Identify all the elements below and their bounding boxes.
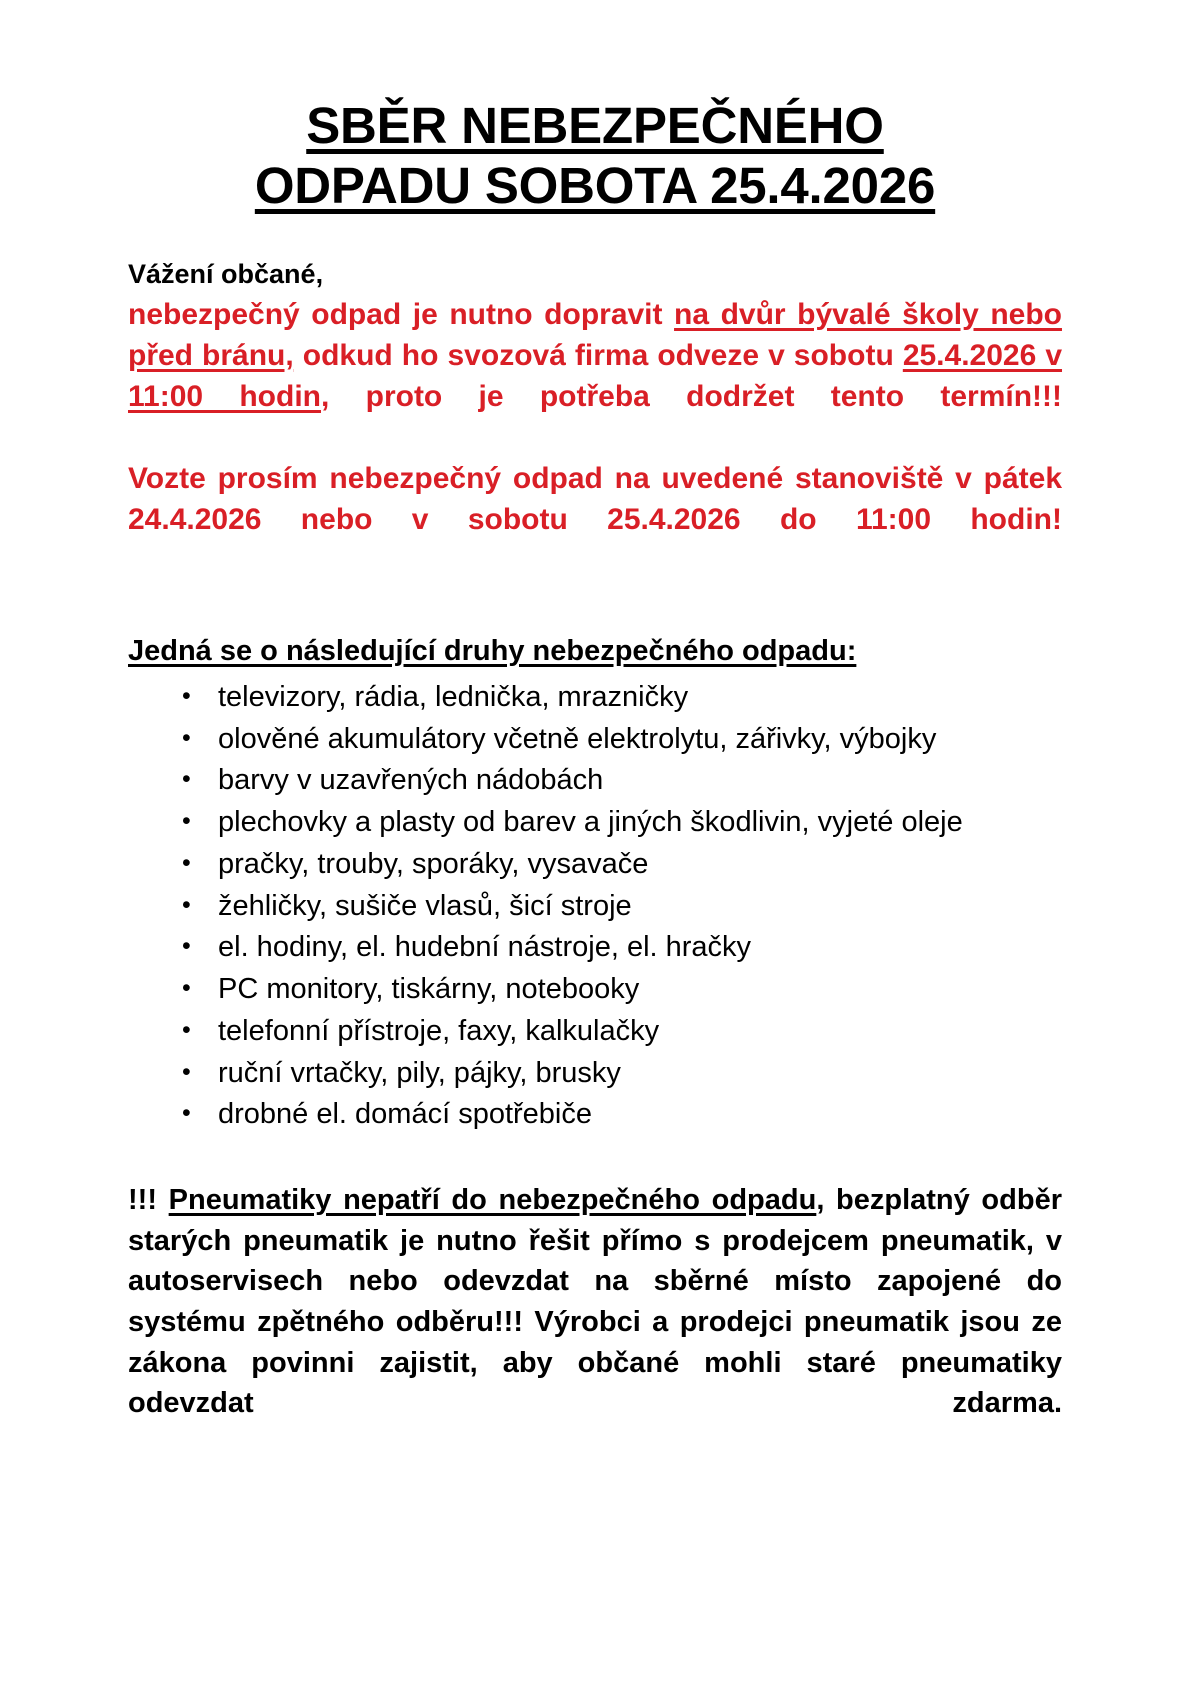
list-item: • televizory, rádia, lednička, mrazničky	[176, 677, 1062, 719]
notice-paragraph	[128, 294, 1062, 458]
waste-types-list	[128, 677, 1062, 1136]
page-title-line-2: ODPADU SOBOTA 25.4.2026	[254, 157, 936, 215]
notice-datetime-underlined: 25.4.2026 v 11:00 hodin	[128, 338, 1063, 413]
tyres-notice-prefix: !!!	[128, 1184, 169, 1217]
list-item: • el. hodiny, el. hudební nástroje, el. hračky	[176, 927, 1062, 969]
notice-segment-1: nebezpečný odpad je nutno dopravit	[128, 297, 675, 331]
list-item: • žehličky, sušiče vlasů, šicí stroje	[176, 886, 1062, 928]
list-item: • barvy v uzavřených nádobách	[176, 760, 1062, 802]
waste-list-heading: Jedná se o následující druhy nebezpečného odpadu:	[128, 635, 857, 668]
list-item: • pračky, trouby, sporáky, vysavače	[176, 844, 1062, 886]
notice-location-underlined: na dvůr bývalé školy nebo před bránu,	[128, 297, 1062, 372]
list-item: • olověné akumulátory včetně elektrolytu, zářivky, výbojky	[176, 719, 1062, 761]
page-title	[128, 96, 1062, 216]
page-title-line-1: SBĚR NEBEZPEČNÉHO	[306, 97, 884, 154]
list-item: • drobné el. domácí spotřebiče	[176, 1094, 1062, 1136]
tyres-notice-underlined: Pneumatiky nepatří do nebezpečného odpadu	[168, 1184, 817, 1217]
greeting-text: Vážení občané,	[128, 259, 324, 290]
list-item: • plechovky a plasty od barev a jiných škodlivin, vyjeté oleje	[176, 802, 1062, 844]
list-item: • PC monitory, tiskárny, notebooky	[176, 969, 1062, 1011]
tyres-notice-paragraph	[128, 1180, 1062, 1464]
list-item: • telefonní přístroje, faxy, kalkulačky	[176, 1011, 1062, 1053]
instruction-paragraph: Vozte prosím nebezpečný odpad na uvedené stanoviště v pátek 24.4.2026 nebo v sobotu 25.4.2026 do 11:00 hodin!	[128, 461, 1062, 537]
list-item: • ruční vrtačky, pily, pájky, brusky	[176, 1053, 1062, 1095]
notice-segment-3: odkud ho svozová firma odveze v sobotu	[293, 338, 903, 372]
tyres-notice-rest: , bezplatný odběr starých pneumatik je nutno řešit přímo s prodejcem pneumatik, v autoservisech nebo odevzdat na sběrné místo zapojené do systému zpětného odběru!!! Výrobci a prodejci pneumatik jsou ze zákona povinni zajistit, aby občané mohli staré pneumatiky odevzdat zdarma.	[128, 1184, 1062, 1420]
notice-segment-5: , proto je potřeba dodržet tento termín!!!	[321, 379, 1063, 413]
